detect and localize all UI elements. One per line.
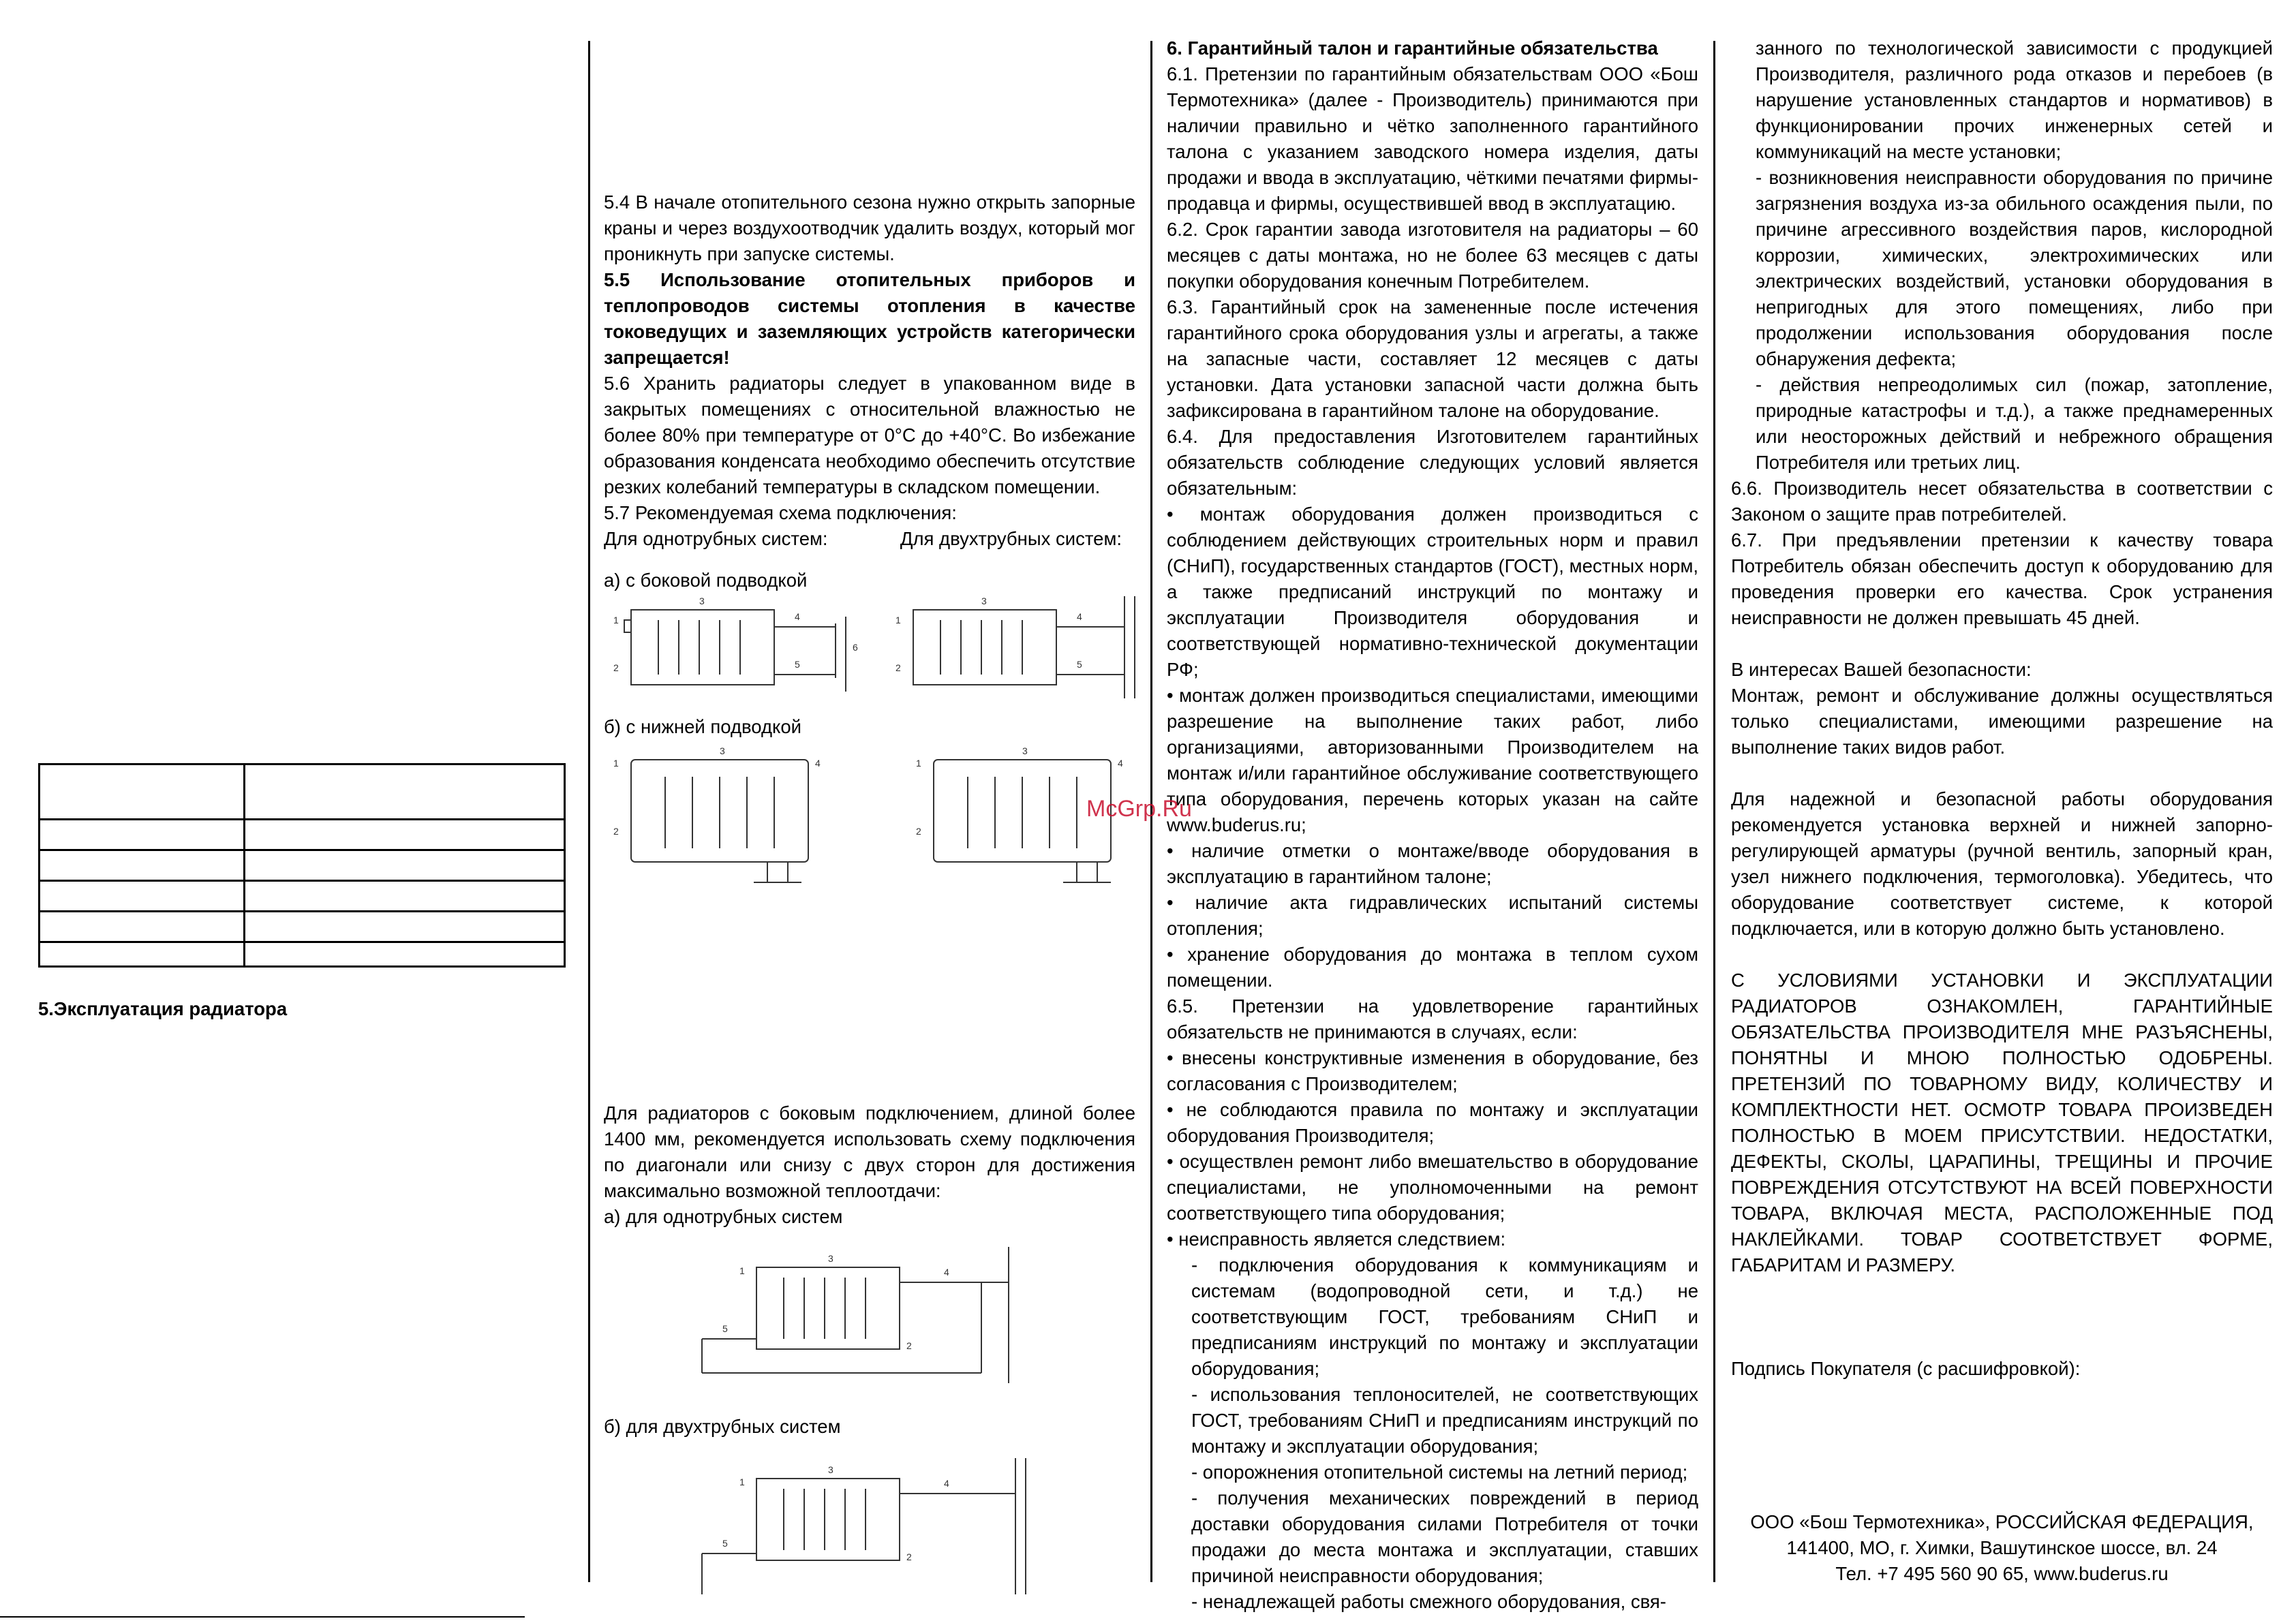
svg-text:3: 3 [828,1253,833,1264]
column-2-top [604,189,1135,552]
svg-text:2: 2 [613,662,619,673]
svg-text:3: 3 [699,596,705,606]
cause-item: - получения механических повреждений в период доставки оборудования силами Потребителя от точки продажи до места монтажа и эксплуатации, ставших причиной неисправности оборудования; [1191,1487,1698,1586]
svg-text:2: 2 [906,1551,912,1562]
section-5-title: 5.Эксплуатация радиатора [38,998,288,1019]
para-5-5: 5.5 Использование отопительных приборов и теплопроводов системы отопления в качестве токоведущих и заземляющих устройств категорически запрещается! [604,269,1135,368]
diagram-bottom-single [604,746,849,896]
exclusion-bullet: • не соблюдаются правила по монтажу и эксплуатации оборудования Производителя; [1167,1099,1698,1146]
address-line: ООО «Бош Термотехника», РОССИЙСКАЯ ФЕДЕРАЦИЯ, [1750,1511,2254,1532]
two-pipe-systems-label: б) для двухтрубных систем [604,1416,841,1437]
condition-bullet: • монтаж оборудования должен производиться с соблюдением действующих строительных норм и правил (СНиП), государственных стандартов (ГОСТ), местных норм, а также предписаний инструкций по монтажу и эксплуатации Производителя оборудования и соответствующей нормативно-технической документации РФ; [1167,504,1698,680]
condition-bullet: • хранение оборудования до монтажа в теплом сухом помещении. [1167,944,1698,991]
para-6-4: 6.4. Для предоставления Изготовителем гарантийных обязательств соблюдение следующих условий является обязательным: [1167,426,1698,499]
column-4 [1731,35,2273,1278]
column-divider-3 [1713,41,1715,1582]
diagram-side-two [886,596,1145,698]
cause-item: - опорожнения отопительной системы на летний период; [1191,1462,1688,1483]
safety-title: В интересах Вашей безопасности: [1731,659,2032,680]
svg-text:1: 1 [916,758,921,769]
para-6-1: 6.1. Претензии по гарантийным обязательствам ООО «Бош Термотехника» (далее - Производитель) принимаются при наличии правильно и чётко заполненного гарантийного талона с указанием заводского номера изделия, даты продажи и ввода в эксплуатацию, чёткими печатями фирмы-продавца и фирмы, осуществившей ввод в эксплуатацию. [1167,63,1698,214]
condition-bullet: • наличие акта гидравлических испытаний системы отопления; [1167,892,1698,939]
single-pipe-systems-label: а) для однотрубных систем [604,1206,843,1227]
svg-text:1: 1 [896,615,901,625]
svg-text:2: 2 [896,662,901,673]
svg-text:4: 4 [944,1478,949,1489]
cause-item: - использования теплоносителей, не соответствующих ГОСТ, требованиям СНиП и предписаниям инструкций по монтажу и эксплуатации оборудования; [1191,1384,1698,1457]
para-6-5: 6.5. Претензии на удовлетворение гарантийных обязательств не принимаются в случаях, если: [1167,995,1698,1042]
watermark: McGrp.Ru [1086,796,1192,822]
para-6-3: 6.3. Гарантийный срок на замененные после истечения гарантийного срока оборудования узлы и агрегаты, а также на запасные части, составляет 12 месяцев с даты установки. Дата установки запасной части должна быть зафиксирована в гарантийном талоне на оборудование. [1167,296,1698,421]
svg-text:5: 5 [722,1323,728,1334]
svg-text:4: 4 [1077,611,1082,622]
bottom-rule [0,1616,525,1618]
cause-item: - подключения оборудования к коммуникациям и системам (водопроводной сети, и т.д.) не соответствующим ГОСТ, требованиям СНиП и предписаниям инструкций по монтажу и эксплуатации оборудования; [1191,1254,1698,1379]
single-pipe-label: Для однотрубных систем: [604,528,828,549]
two-pipe-label: Для двухтрубных систем: [900,528,1122,549]
svg-text:1: 1 [739,1265,745,1276]
company-address [1731,1509,2273,1587]
reliability-text: Для надежной и безопасной работы оборудования рекомендуется установка верхней и нижней запорно-регулирующей арматуры (ручной вентиль, запорный кран, узел нижнего подключения, термоголовка). Убедитесь, что оборудование соответствует системе, к которой подключается, или в которую должно быть установлено. [1731,788,2273,939]
acknowledgement-text: С УСЛОВИЯМИ УСТАНОВКИ И ЭКСПЛУАТАЦИИ РАДИАТОРОВ ОЗНАКОМЛЕН, ГАРАНТИЙНЫЕ ОБЯЗАТЕЛЬСТВА ПРОИЗВОДИТЕЛЯ МНЕ РАЗЪЯСНЕНЫ, ПОНЯТНЫ И МНОЮ ПОЛНОСТЬЮ ОДОБРЕНЫ. ПРЕТЕНЗИЙ ПО ТОВАРНОМУ ВИДУ, КОЛИЧЕСТВУ И КОМПЛЕКТНОСТИ НЕТ. ОСМОТР ТОВАРА ПРОИЗВЕДЕН ПОЛНОСТЬЮ В МОЕМ ПРИСУТСТВИИ. НЕДОСТАТКИ, ДЕФЕКТЫ, СКОЛЫ, ЦАРАПИНЫ, ТРЕЩИНЫ И ПРОЧИЕ ПОВРЕЖДЕНИЯ ОТСУТСТВУЮТ НА ВСЕЙ ПОВЕРХНОСТИ ТОВАРА, ВКЛЮЧАЯ МЕСТА, РАСПОЛОЖЕННЫЕ ПОД НАКЛЕЙКАМИ. ТОВАР СООТВЕТСТВУЕТ ФОРМЕ, ГАБАРИТАМ И РАЗМЕРУ. [1731,970,2273,1276]
para-6-7: 6.7. При предъявлении претензии к качеству товара Потребитель обязан обеспечить доступ к оборудованию для проведения проверки его качества. Срок устранения неисправности не должен превышать 45 дней. [1731,529,2273,628]
bottom-connection-label: б) с нижней подводкой [604,716,802,737]
exclusion-bullet: • неисправность является следствием: [1167,1228,1506,1250]
svg-text:3: 3 [720,746,725,756]
svg-text:2: 2 [916,826,921,837]
warranty-title: 6. Гарантийный талон и гарантийные обязательства [1167,37,1658,59]
svg-text:4: 4 [795,611,800,622]
svg-text:1: 1 [613,615,619,625]
para-5-7: 5.7 Рекомендуемая схема подключения: [604,502,957,523]
address-line: Тел. +7 495 560 90 65, www.buderus.ru [1835,1563,2169,1584]
para-6-6: 6.6. Производитель несет обязательства в соответствии с Законом о защите прав потребителей. [1731,478,2273,525]
svg-text:3: 3 [1022,746,1028,756]
para-6-2: 6.2. Срок гарантии завода изготовителя на радиаторы – 60 месяцев с даты монтажа, но не более 63 месяцев с даты покупки оборудования конечным Потребителем. [1167,219,1698,292]
svg-text:2: 2 [906,1340,912,1351]
cause-item: - ненадлежащей работы смежного оборудования, свя- [1191,1591,1666,1612]
svg-text:5: 5 [1077,659,1082,670]
svg-text:6: 6 [853,642,858,653]
svg-text:4: 4 [944,1267,949,1278]
exclusion-bullet: • осуществлен ремонт либо вмешательство в оборудование специалистами, не уполномоченными на ремонт соответствующего типа оборудования; [1167,1151,1698,1224]
column-divider-1 [588,41,590,1582]
side-connection-label: а) с боковой подводкой [604,570,808,591]
svg-text:2: 2 [613,826,619,837]
exclusion-bullet: • внесены конструктивные изменения в оборудование, без согласования с Производителем; [1167,1047,1698,1094]
long-radiator-note: Для радиаторов с боковым подключением, длиной более 1400 мм, рекомендуется использовать схему подключения по диагонали или снизу с двух сторон для достижения максимально возможной теплоотдачи: [604,1102,1135,1201]
svg-text:1: 1 [613,758,619,769]
svg-text:4: 4 [815,758,821,769]
svg-text:4: 4 [1118,758,1123,769]
condition-bullet: • наличие отметки о монтаже/вводе оборудования в эксплуатацию в гарантийном талоне; [1167,840,1698,887]
cause-item: - действия непреодолимых сил (пожар, затопление, природные катастрофы и т.д.), а также преднамеренных или неосторожных действий и небрежного обращения Потребителя или третьих лиц. [1756,374,2273,473]
svg-text:1: 1 [739,1477,745,1487]
diagram-diagonal-single [682,1247,1022,1383]
column-2-bottom [604,1100,1135,1230]
svg-text:5: 5 [722,1538,728,1549]
svg-text:3: 3 [981,596,987,606]
address-line: 141400, МО, г. Химки, Вашутинское шоссе, вл. 24 [1786,1537,2218,1558]
safety-text: Монтаж, ремонт и обслуживание должны осуществляться только специалистами, имеющими разрешение на выполнение таких видов работ. [1731,685,2273,758]
svg-text:3: 3 [828,1464,833,1475]
diagram-side-single [604,596,870,698]
para-5-4: 5.4 В начале отопительного сезона нужно открыть запорные краны и через воздухоотводчик удалить воздух, который мог проникнуть при запуске системы. [604,191,1135,264]
blank-table [38,763,566,968]
svg-text:5: 5 [795,659,800,670]
diagram-diagonal-two [682,1458,1036,1594]
condition-bullet: • монтаж должен производиться специалистами, имеющими разрешение на выполнение таких работ, либо организациями, авторизованными Производителем на монтаж и/или гарантийное обслуживание соответствующего типа оборудования, перечень которых указан на сайте www.buderus.ru; [1167,685,1698,835]
cause-item: занного по технологической зависимости с продукцией Производителя, различного рода отказов и перебоев (в нарушение установленных стандартов и нормативов) в функционировании прочих инженерных сетей и коммуникаций на месте установки; [1756,37,2273,162]
cause-item: - возникновения неисправности оборудования по причине загрязнения воздуха из-за обильного осаждения пыли, по причине агрессивного воздействия паров, кислородной коррозии, химических, электрохимических или электрических воздействий, установки оборудования в непригодных для этого помещениях, либо при продолжении использования оборудования после обнаружения дефекта; [1756,167,2273,369]
para-5-6: 5.6 Хранить радиаторы следует в упакованном виде в закрытых помещениях с относительной влажностью не более 80% при температуре от 0°С до +40°С. Во избежание образования конденсата необходимо обеспечить отсутствие резких колебаний температуры в складском помещении. [604,373,1135,497]
column-3 [1167,35,1698,1615]
signature-label: Подпись Покупателя (с расшифровкой): [1731,1358,2081,1379]
